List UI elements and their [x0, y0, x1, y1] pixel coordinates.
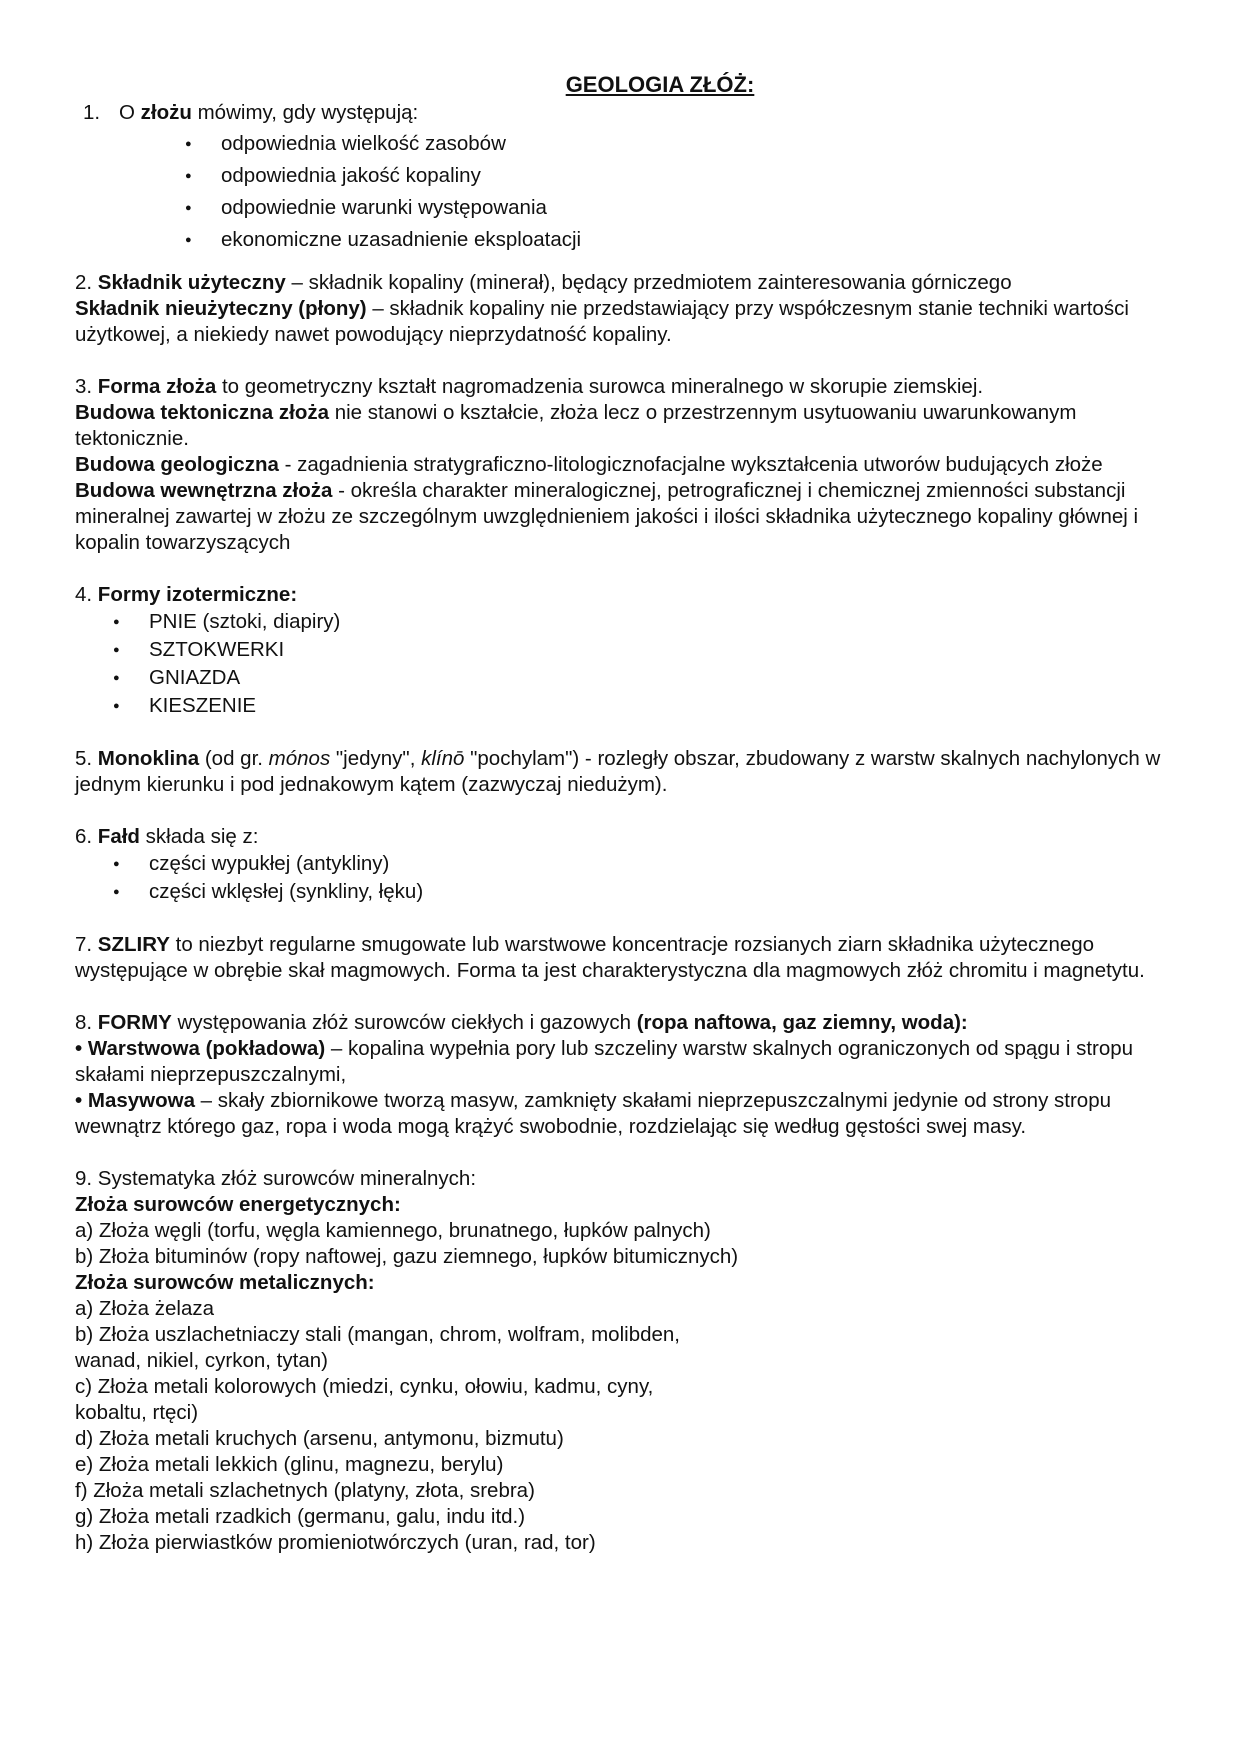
- list-item: ● odpowiednia jakość kopaliny: [185, 160, 1175, 192]
- section-8: [75, 1010, 1175, 1140]
- section-1: [75, 100, 1175, 256]
- paragraph: 7. SZLIRY to niezbyt regularne smugowate lub warstwowe koncentracje rozsianych ziarn składnika użytecznego występujące w obrębie skał magmowych. Forma ta jest charakterystyczna dla magmowych złóż chromitu i magnetytu.: [75, 933, 1145, 982]
- list-line: kobaltu, rtęci): [75, 1401, 199, 1424]
- section-6: [75, 824, 1175, 906]
- list-item: ● ekonomiczne uzasadnienie eksploatacji: [185, 224, 1175, 256]
- section-4: [75, 582, 1175, 720]
- section-7: [75, 932, 1175, 984]
- list-item: ● części wklęsłej (synkliny, łęku): [113, 878, 1175, 906]
- paragraph: 3. Forma złoża to geometryczny kształt nagromadzenia surowca mineralnego w skorupie ziemskiej.: [75, 375, 984, 398]
- subheading: Złoża surowców energetycznych:: [75, 1193, 401, 1216]
- section-5: [75, 746, 1175, 798]
- list-item: ● części wypukłej (antykliny): [113, 850, 1175, 878]
- list-line: b) Złoża uszlachetniaczy stali (mangan, chrom, wolfram, molibden,: [75, 1323, 680, 1346]
- list-line: h) Złoża pierwiastków promieniotwórczych (uran, rad, tor): [75, 1531, 596, 1554]
- paragraph: Budowa geologiczna - zagadnienia stratygraficzno-litologicznofacjalne wykształcenia utworów budujących złoże: [75, 453, 1103, 476]
- list-line: b) Złoża bituminów (ropy naftowej, gazu ziemnego, łupków bitumicznych): [75, 1245, 739, 1268]
- subheading: Złoża surowców metalicznych:: [75, 1271, 375, 1294]
- list-item: ● odpowiednie warunki występowania: [185, 192, 1175, 224]
- list-item: ● PNIE (sztoki, diapiry): [113, 608, 1175, 636]
- list-line: f) Złoża metali szlachetnych (platyny, złota, srebra): [75, 1479, 535, 1502]
- section-2: [75, 270, 1175, 348]
- list-item: ● SZTOKWERKI: [113, 636, 1175, 664]
- paragraph: 9. Systematyka złóż surowców mineralnych:: [75, 1167, 477, 1190]
- section-6-list: [113, 850, 1175, 906]
- paragraph: Budowa tektoniczna złoża nie stanowi o kształcie, złoża lecz o przestrzennym usytuowaniu uwarunkowanym tektonicznie.: [75, 401, 1077, 450]
- section-4-list: [113, 608, 1175, 720]
- section-3: [75, 374, 1175, 556]
- list-item: ● odpowiednia wielkość zasobów: [185, 128, 1175, 160]
- section-9: [75, 1166, 1175, 1556]
- section-1-list: [185, 128, 1175, 256]
- list-line: e) Złoża metali lekkich (glinu, magnezu, berylu): [75, 1453, 504, 1476]
- paragraph: Składnik nieużyteczny (płony) – składnik kopaliny nie przedstawiający przy współczesnym stanie techniki wartości użytkowej, a niekiedy nawet powodujący nieprzydatność kopaliny.: [75, 297, 1129, 346]
- list-line: a) Złoża węgli (torfu, węgla kamiennego, brunatnego, łupków palnych): [75, 1219, 711, 1242]
- section-1-intro: 1. O złożu mówimy, gdy występują:: [83, 101, 419, 124]
- paragraph: 6. Fałd składa się z:: [75, 825, 259, 848]
- paragraph: • Masywowa – skały zbiornikowe tworzą masyw, zamknięty skałami nieprzepuszczalnymi jedynie od strony stropu wewnątrz którego gaz, ropa i woda mogą krążyć swobodnie, rozdzielając się według gęstości swej masy.: [75, 1089, 1112, 1138]
- list-line: d) Złoża metali kruchych (arsenu, antymonu, bizmutu): [75, 1427, 564, 1450]
- paragraph: • Warstwowa (pokładowa) – kopalina wypełnia pory lub szczeliny warstw skalnych ograniczonych od spągu i stropu skałami nieprzepuszczalnymi,: [75, 1037, 1134, 1086]
- list-line: c) Złoża metali kolorowych (miedzi, cynku, ołowiu, kadmu, cyny,: [75, 1375, 654, 1398]
- paragraph: 5. Monoklina (od gr. mónos "jedyny", klínō "pochylam") - rozległy obszar, zbudowany z warstw skalnych nachylonych w jednym kierunku i pod jednakowym kątem (zazwyczaj niedużym).: [75, 747, 1161, 796]
- paragraph: 8. FORMY występowania złóż surowców ciekłych i gazowych (ropa naftowa, gaz ziemny, woda):: [75, 1011, 968, 1034]
- document-page: [75, 72, 1175, 1556]
- paragraph: Budowa wewnętrzna złoża - określa charakter mineralogicznej, petrograficznej i chemicznej zmienności substancji mineralnej zawartej w złożu ze szczególnym uwzględnieniem jakości i ilości składnika użytecznego kopaliny głównej i kopalin towarzyszących: [75, 479, 1139, 554]
- list-line: g) Złoża metali rzadkich (germanu, galu, indu itd.): [75, 1505, 526, 1528]
- list-line: wanad, nikiel, cyrkon, tytan): [75, 1349, 328, 1372]
- document-title: GEOLOGIA ZŁÓŻ:: [565, 72, 755, 97]
- paragraph: 2. Składnik użyteczny – składnik kopaliny (minerał), będący przedmiotem zainteresowania górniczego: [75, 271, 1012, 294]
- list-item: ● GNIAZDA: [113, 664, 1175, 692]
- list-item: ● KIESZENIE: [113, 692, 1175, 720]
- list-line: a) Złoża żelaza: [75, 1297, 215, 1320]
- paragraph: 4. Formy izotermiczne:: [75, 583, 298, 606]
